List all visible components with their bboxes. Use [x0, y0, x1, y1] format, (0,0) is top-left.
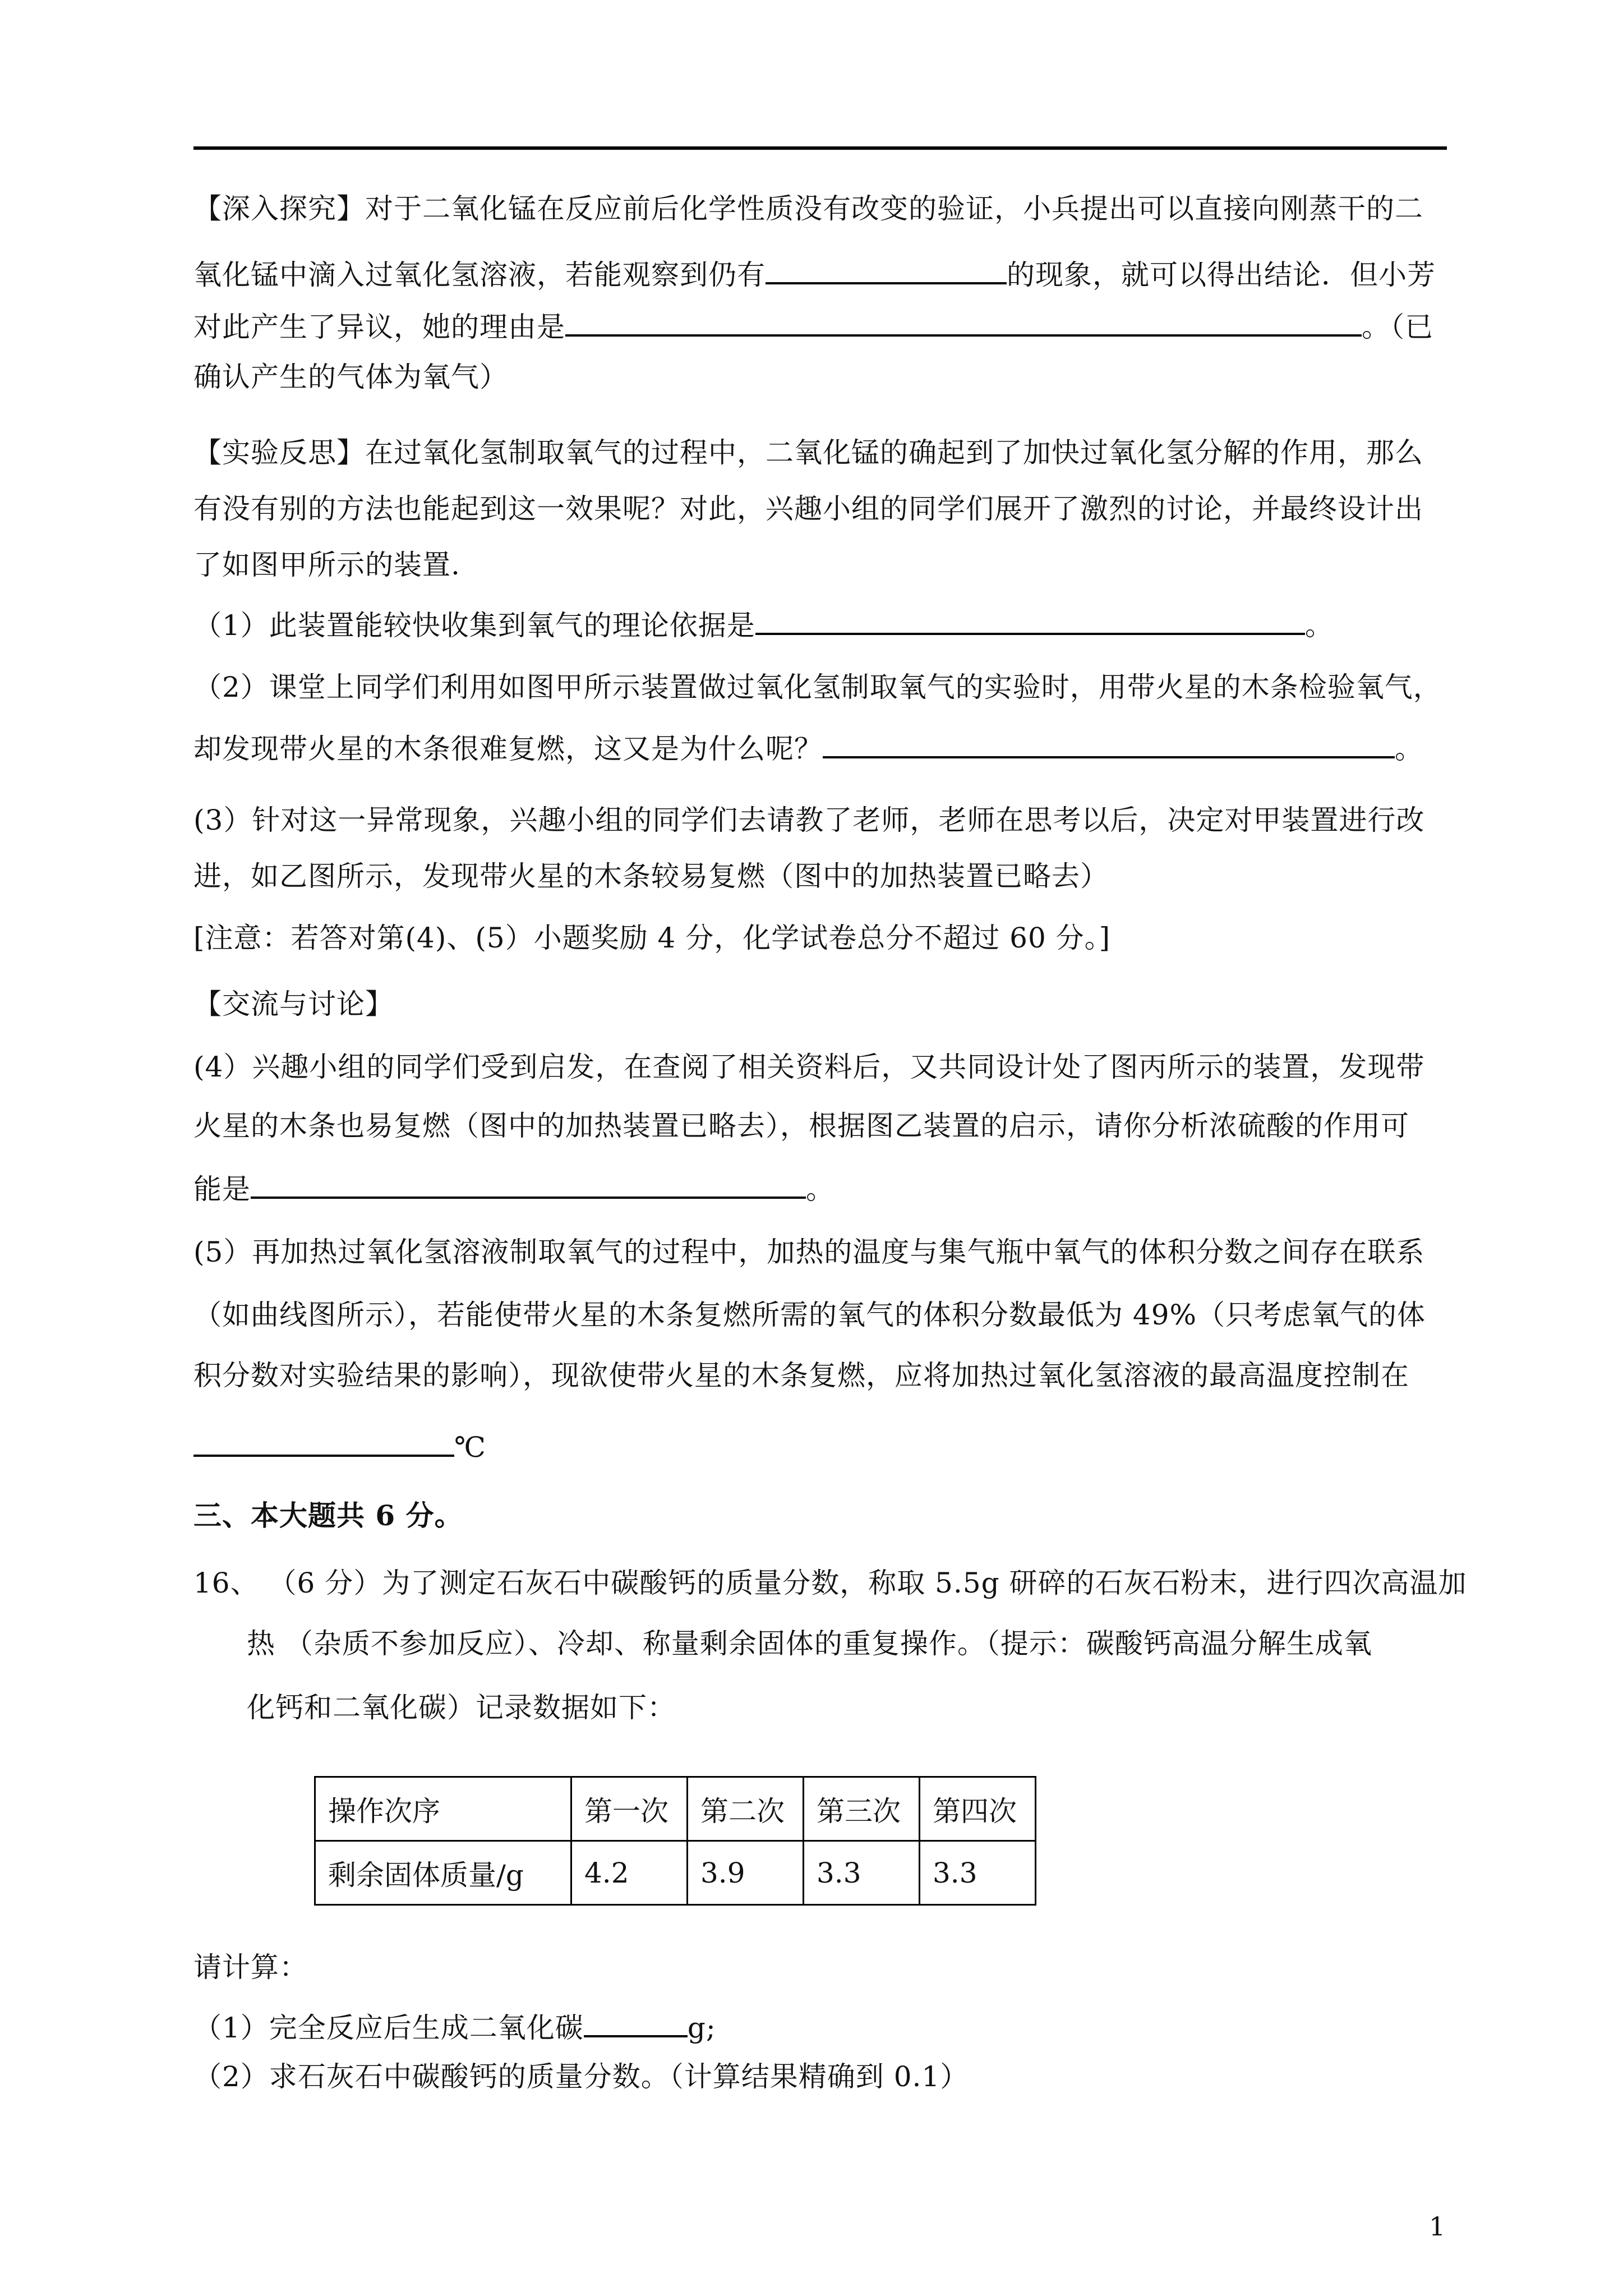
answer-blank-q4[interactable]	[251, 1170, 806, 1199]
question-5-line-4: ℃	[193, 1428, 486, 1465]
question-4-line-3: 能是 。	[193, 1170, 834, 1207]
table-cell: 3.3	[920, 1841, 1036, 1905]
table-cell: 3.9	[688, 1841, 804, 1905]
table-row	[315, 1841, 1036, 1905]
calc-question-1: （1）完全反应后生成二氧化碳 g;	[193, 2008, 716, 2046]
data-table	[314, 1776, 1036, 1906]
reflection-line-3: 了如图甲所示的装置.	[193, 549, 460, 581]
calc-question-2: （2）求石灰石中碳酸钙的质量分数。（计算结果精确到 0.1）	[193, 2060, 969, 2093]
answer-blank-q2[interactable]	[823, 729, 1395, 758]
answer-blank-reason[interactable]	[565, 307, 1362, 337]
section-3-heading: 三、本大题共 6 分。	[193, 1499, 463, 1532]
table-header-cell: 第一次	[571, 1777, 688, 1841]
question-2-line-1: （2）课堂上同学们利用如图甲所示装置做过氧化氢制取氧气的实验时，用带火星的木条检验氧气，	[193, 671, 1442, 703]
table-cell: 剩余固体质量/g	[315, 1841, 571, 1905]
question-3-line-1: (3）针对这一异常现象，兴趣小组的同学们去请教了老师，老师在思考以后，决定对甲装置进行改	[193, 804, 1425, 836]
bonus-note: [注意：若答对第(4)、(5）小题奖励 4 分，化学试卷总分不超过 60 分。]	[193, 922, 1111, 954]
deep-inquiry-line-4: 确认产生的气体为氧气）	[193, 361, 508, 393]
answer-blank-co2-mass[interactable]	[584, 2008, 688, 2037]
reflection-line-1: 【实验反思】在过氧化氢制取氧气的过程中，二氧化锰的确起到了加快过氧化氢分解的作用，那么	[193, 436, 1423, 469]
answer-blank-phenomenon[interactable]	[766, 255, 1007, 284]
deep-inquiry-line-3: 对此产生了异议，她的理由是 。（已	[193, 307, 1433, 345]
reflection-line-2: 有没有别的方法也能起到这一效果呢？对此，兴趣小组的同学们展开了激烈的讨论，并最终设计出	[193, 493, 1423, 525]
answer-blank-q5[interactable]	[193, 1428, 454, 1457]
question-5-line-3: 积分数对实验结果的影响），现欲使带火星的木条复燃，应将加热过氧化氢溶液的最高温度控制在	[193, 1359, 1409, 1392]
question-4-line-2: 火星的木条也易复燃（图中的加热装置已略去），根据图乙装置的启示，请你分析浓硫酸的作用可	[193, 1110, 1409, 1142]
question-16-line-3: 化钙和二氧化碳）记录数据如下：	[247, 1691, 676, 1724]
table-header-cell: 第四次	[920, 1777, 1036, 1841]
table-header-cell: 第二次	[688, 1777, 804, 1841]
question-16-line-2: 热 （杂质不参加反应）、冷却、称量剩余固体的重复操作。（提示：碳酸钙高温分解生成氧	[247, 1627, 1372, 1660]
discussion-heading: 【交流与讨论】	[193, 988, 394, 1020]
question-2-line-2: 却发现带火星的木条很难复燃，这又是为什么呢？ 。	[193, 729, 1423, 767]
answer-blank-q1[interactable]	[755, 606, 1305, 635]
table-row	[315, 1777, 1036, 1841]
question-3-line-2: 进，如乙图所示，发现带火星的木条较易复燃（图中的加热装置已略去）	[193, 860, 1109, 892]
deep-inquiry-line-2: 氧化锰中滴入过氧化氢溶液，若能观察到仍有 的现象，就可以得出结论．但小芳	[193, 255, 1436, 293]
table-cell: 4.2	[571, 1841, 688, 1905]
question-4-line-1: (4）兴趣小组的同学们受到启发，在查阅了相关资料后，又共同设计处了图丙所示的装置，发现带	[193, 1051, 1425, 1083]
question-16-line-1: 16、 （6 分）为了测定石灰石中碳酸钙的质量分数，称取 5.5g 研碎的石灰石粉末，进行四次高温加	[193, 1567, 1467, 1599]
question-5-line-2: （如曲线图所示），若能使带火星的木条复燃所需的氧气的体积分数最低为 49%（只考虑氧气的体	[193, 1299, 1426, 1331]
table-header-cell: 操作次序	[315, 1777, 571, 1841]
table-cell: 3.3	[804, 1841, 920, 1905]
calc-prompt: 请计算：	[193, 1951, 308, 1984]
table-header-cell: 第三次	[804, 1777, 920, 1841]
question-5-line-1: (5）再加热过氧化氢溶液制取氧气的过程中，加热的温度与集气瓶中氧气的体积分数之间存在联系	[193, 1236, 1425, 1268]
page-number: 1	[1429, 2211, 1446, 2242]
deep-inquiry-line-1: 【深入探究】对于二氧化锰在反应前后化学性质没有改变的验证，小兵提出可以直接向刚蒸干的二	[193, 192, 1423, 225]
question-1: （1）此装置能较快收集到氧气的理论依据是 。	[193, 606, 1334, 643]
header-rule	[193, 146, 1447, 150]
